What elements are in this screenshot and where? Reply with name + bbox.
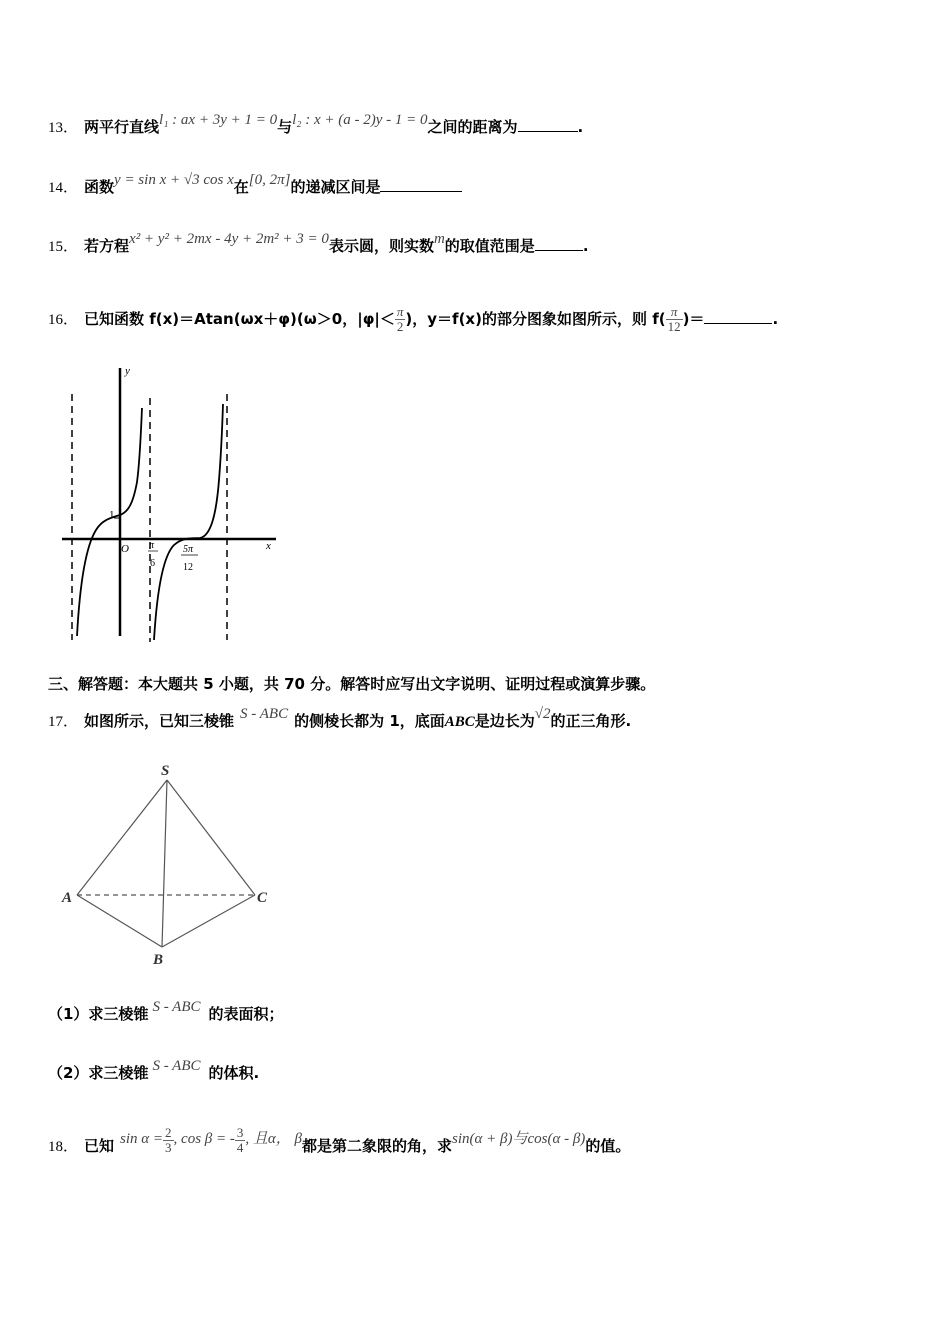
- variable-m: m: [433, 231, 445, 247]
- denominator: 3: [165, 1140, 172, 1155]
- question-text: 的取值范围是: [444, 237, 535, 255]
- question-13: [48, 112, 584, 137]
- answer-blank: [704, 309, 772, 324]
- question-text: 表示圆，则实数: [328, 237, 434, 255]
- question-text: )，y＝f(x)的部分图象如图所示，则 f(: [405, 310, 666, 328]
- question-text: 已知函数 f(x)＝Atan(ωx＋φ)(ω＞0，|φ|＜: [84, 310, 395, 328]
- question-16: [48, 305, 778, 334]
- question-text: 的正三角形.: [550, 712, 632, 730]
- question-text: 两平行直线: [84, 118, 160, 136]
- x-axis-label: x: [266, 540, 271, 552]
- question-number: 16．: [48, 312, 79, 328]
- circle-equation: x² + y² + 2mx - 4y + 2m² + 3 = 0: [129, 231, 329, 247]
- question-number: 18．: [48, 1139, 79, 1155]
- question-number: 13．: [48, 120, 79, 136]
- vertex-S-label: S: [161, 763, 170, 779]
- question-14: [48, 172, 462, 197]
- fraction-pi-over-2: [395, 305, 406, 334]
- pyramid-name: S - ABC: [152, 1058, 201, 1074]
- cos-beta: , cos β = -: [173, 1131, 235, 1147]
- answer-blank: [380, 177, 462, 192]
- denominator: 4: [236, 1140, 244, 1155]
- fraction-pi-over-12: [666, 305, 683, 334]
- pyramid-name: S - ABC: [152, 999, 201, 1015]
- question-17: [48, 706, 632, 731]
- origin-label: O: [121, 543, 129, 555]
- vertex-C-label: C: [257, 890, 268, 906]
- target-expression: sin(α + β)与cos(α - β): [452, 1131, 586, 1147]
- question-text: 的递减区间是: [290, 178, 381, 196]
- line-l2-equation: l₂ : x + (a - 2)y - 1 = 0: [292, 112, 428, 128]
- question-text: 与: [277, 118, 293, 136]
- vertex-A-label: A: [62, 890, 73, 906]
- question-text: 之间的距离为: [427, 118, 518, 136]
- question-text: )＝: [682, 310, 705, 328]
- pyramid-name: S - ABC: [240, 706, 289, 722]
- answer-blank: [535, 236, 583, 251]
- numerator: π: [396, 304, 404, 319]
- 5pi-over-12-denominator: 12: [183, 562, 193, 573]
- question-15: [48, 231, 589, 256]
- question-17-part-2: [48, 1058, 260, 1083]
- pi-over-6-denominator: 6: [150, 558, 155, 569]
- period: .: [772, 310, 779, 328]
- section-heading-text: 三、解答题：本大题共 5 小题，共 70 分。解答时应写出文字说明、证明过程或演算步骤。: [48, 675, 656, 693]
- question-text: 若方程: [84, 237, 130, 255]
- sub-question-label: （2）求三棱锥: [48, 1064, 149, 1082]
- denominator: 12: [667, 319, 681, 334]
- period: .: [577, 118, 584, 136]
- edge-BC: [162, 895, 255, 947]
- question-text: 都是第二象限的角，求: [302, 1137, 453, 1155]
- vertex-B-label: B: [153, 952, 164, 968]
- sin-alpha: sin α =: [120, 1131, 164, 1147]
- y-one-label: 1: [109, 509, 115, 521]
- question-text: 的侧棱长都为 1，底面: [294, 712, 445, 730]
- answer-blank: [518, 117, 578, 132]
- 5pi-over-12-numerator: 5π: [183, 544, 194, 555]
- numerator: 2: [165, 1125, 172, 1140]
- question-text: 在: [233, 178, 249, 196]
- function-expression: y = sin x + √3 cos x: [114, 172, 234, 188]
- pi-over-6-numerator: π: [149, 540, 155, 551]
- question-number: 14．: [48, 180, 79, 196]
- tangent-graph-figure: [40, 360, 290, 650]
- edge-SA: [77, 780, 167, 895]
- fraction-3-over-4: [235, 1126, 246, 1155]
- sub-question-text: 的表面积；: [208, 1005, 284, 1023]
- condition: , 且α， β: [245, 1131, 302, 1147]
- question-text: 已知: [84, 1137, 115, 1155]
- edge-SC: [167, 780, 255, 895]
- question-text: 是边长为: [474, 712, 535, 730]
- sub-question-label: （1）求三棱锥: [48, 1005, 149, 1023]
- edge-AB: [77, 895, 162, 947]
- question-18: [48, 1125, 631, 1161]
- question-number: 15．: [48, 239, 79, 255]
- fraction-2-over-3: [163, 1126, 174, 1155]
- question-17-part-1: [48, 999, 284, 1024]
- sqrt-2: √2: [534, 706, 551, 722]
- y-axis-label: y: [125, 365, 130, 377]
- line-l1-equation: l₁ : ax + 3y + 1 = 0: [159, 112, 278, 128]
- edge-SB: [162, 780, 167, 947]
- sub-question-text: 的体积.: [208, 1064, 260, 1082]
- numerator: 3: [236, 1125, 244, 1140]
- numerator: π: [670, 304, 678, 319]
- pyramid-figure: [55, 755, 285, 970]
- denominator: 2: [396, 319, 404, 334]
- question-number: 17．: [48, 714, 79, 730]
- tangent-curve-branch-2: [154, 404, 223, 640]
- period: .: [582, 237, 589, 255]
- interval: [0, 2π]: [248, 172, 291, 188]
- tangent-curve-branch-1: [77, 408, 142, 636]
- question-text: 的值。: [585, 1137, 631, 1155]
- base-name: ABC: [444, 714, 475, 730]
- question-text: 如图所示，已知三棱锥: [84, 712, 235, 730]
- section-3-heading: [48, 673, 655, 694]
- question-text: 函数: [84, 178, 115, 196]
